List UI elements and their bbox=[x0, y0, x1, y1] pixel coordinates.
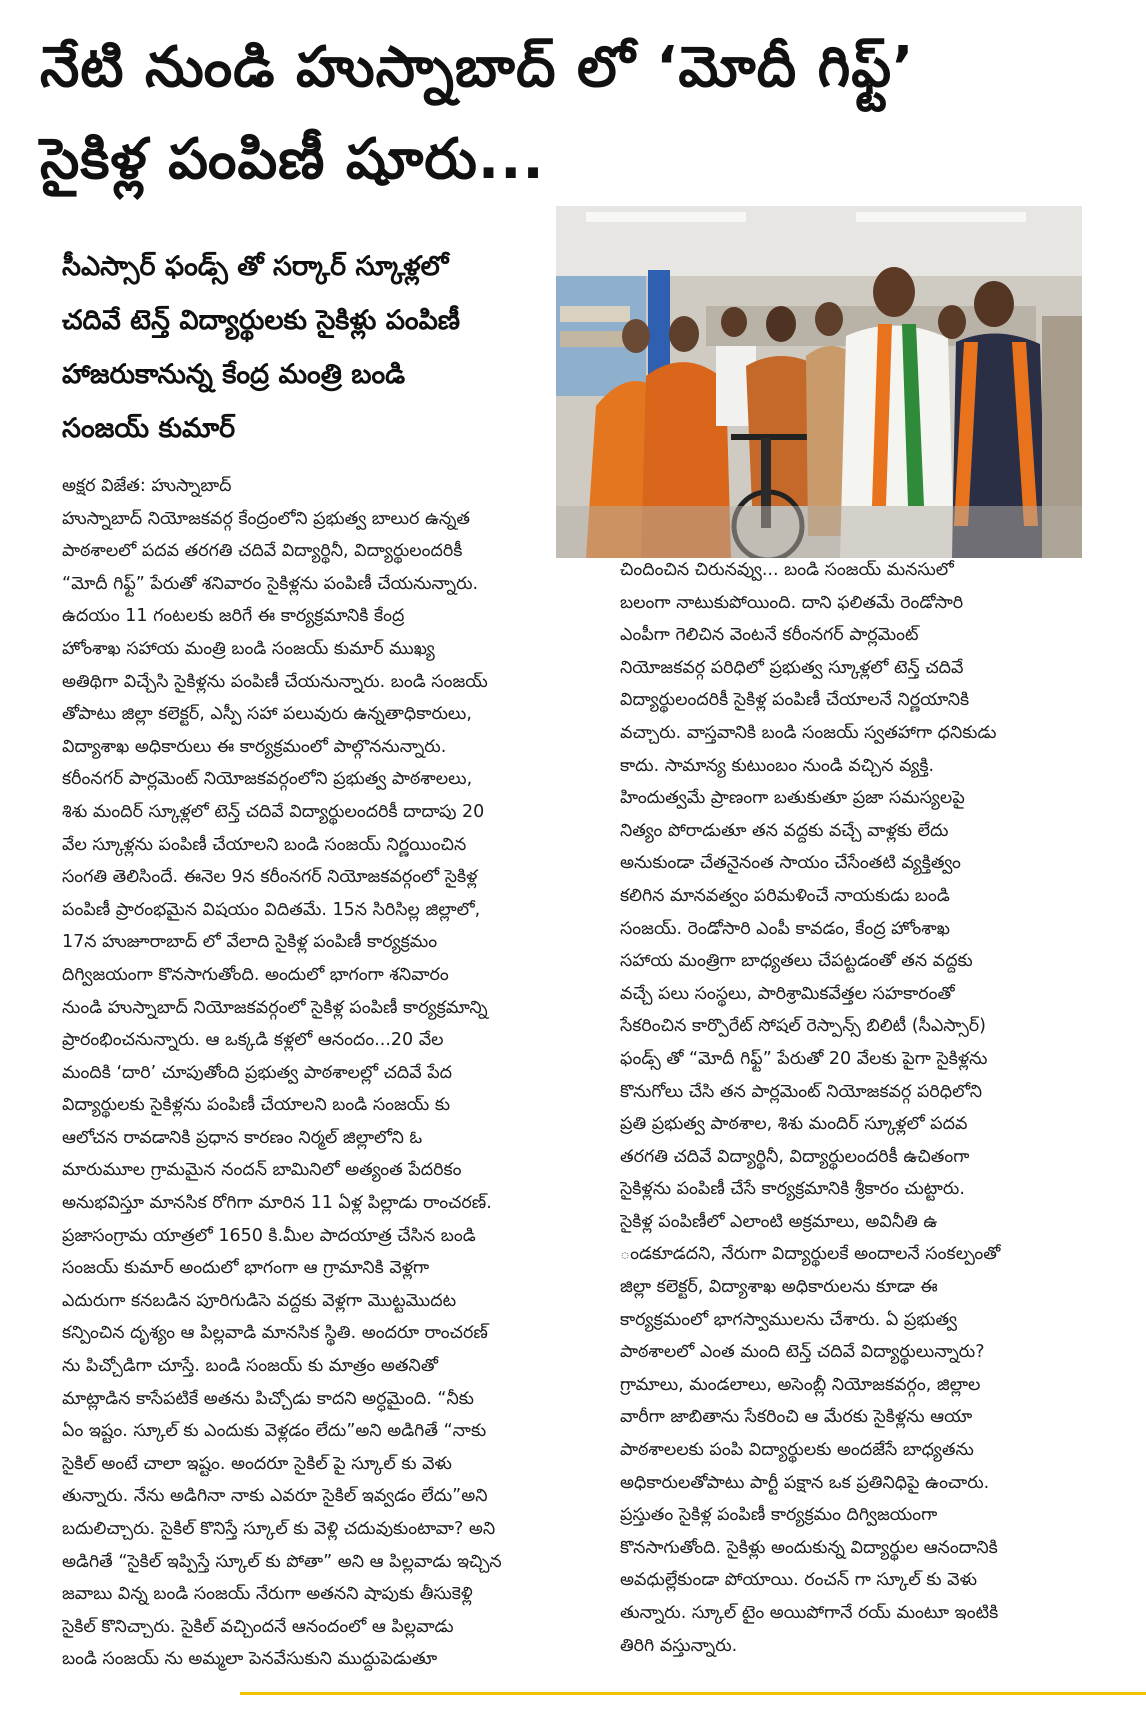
article-line: ను పిచ్చోడిగా చూస్తే. బండి సంజయ్ కు మాత్రం అతనితో bbox=[62, 1356, 438, 1377]
article-line: హిందుత్వమే ప్రాణంగా బతుకుతూ ప్రజా సమస్యలపై bbox=[620, 788, 965, 809]
article-line: తున్నారు. స్కూల్ టైం అయిపోగానే రయ్ మంటూ ఇంటికి bbox=[620, 1603, 999, 1623]
article-line: గ్రామాలు, మండలాలు, అసెంబ్లీ నియోజకవర్గం, జిల్లాల bbox=[620, 1374, 981, 1395]
article-line: సైకిల్ కొనిచ్చారు. సైకిల్ వచ్చిందనే ఆనందంలో ఆ పిల్లవాడు bbox=[62, 1616, 454, 1637]
article-line: చిందించిన చిరునవ్వు... బండి సంజయ్ మనసులో bbox=[620, 560, 954, 580]
article-line: హుస్నాబాద్ నియోజకవర్గ కేంద్రంలోని ప్రభుత్వ బాలుర ఉన్నత bbox=[62, 508, 471, 529]
headline-line-1: నేటి నుండి హుస్నాబాద్ లో ‘మోదీ గిఫ్ట్’ bbox=[40, 35, 915, 100]
article-line: ఏం ఇష్టం. స్కూల్ కు ఎందుకు వెళ్లడం లేదు”అని అడిగితే “నాకు bbox=[62, 1421, 487, 1442]
article-line: వచ్చే పలు సంస్థలు, పారిశ్రామికవేత్తల సహకారంతో bbox=[620, 983, 955, 1004]
article-line: ప్రజాసంగ్రామ యాత్రలో 1650 కి.మీల పాదయాత్ర చేసిన బండి bbox=[62, 1225, 476, 1246]
headline bbox=[40, 22, 1110, 206]
article-line: తిరిగి వస్తున్నారు. bbox=[620, 1635, 738, 1656]
article-line: సేకరించిన కార్పొరేట్ సోషల్ రెస్పాన్స్ బిలిటీ (సీఎస్సార్) bbox=[620, 1016, 987, 1037]
article-line: సంగతి తెలిసిందే. ఈనెల 9న కరీంనగర్ నియోజకవర్గంలో సైకిళ్ల bbox=[62, 867, 478, 888]
article-line: ఉదయం 11 గంటలకు జరిగే ఈ కార్యక్రమానికి కేంద్ర bbox=[62, 606, 405, 627]
article-line: అనుకుండా చేతనైనంత సాయం చేసేంతటి వ్యక్తిత్వం bbox=[620, 853, 961, 874]
article-line: సైకిల్ అంటే చాలా ఇష్టం. అందరూ సైకిల్ పై స్కూల్ కు వెళు bbox=[62, 1453, 452, 1474]
article-line: వారీగా జాబితాను సేకరించి ఆ మేరకు సైకిళ్లను ఆయా bbox=[620, 1407, 973, 1428]
article-line: నుండి హుస్నాబాద్ నియోజకవర్గంలో సైకిళ్ల పంపిణీ కార్యక్రమాన్ని bbox=[62, 997, 488, 1018]
article-line: పాఠశాలలో పదవ తరగతి చదివే విద్యార్థినీ, విద్యార్థులందరికీ bbox=[62, 541, 463, 562]
article-line: పాఠశాలలో ఎంత మంది టెన్త్ చదివే విద్యార్థులున్నారు? bbox=[620, 1342, 985, 1363]
article-line: హోంశాఖ సహాయ మంత్రి బండి సంజయ్ కుమార్ ముఖ్య bbox=[62, 638, 435, 659]
article-line: మారుమూల గ్రామమైన నందన్ బామినిలో అత్యంత పేదరికం bbox=[62, 1160, 462, 1181]
subheading bbox=[62, 240, 542, 456]
article-line: కలిగిన మానవత్వం పరిమళించే నాయకుడు బండి bbox=[620, 885, 950, 906]
article-line: బదులిచ్చారు. సైకిల్ కొనిస్తే స్కూల్ కు వెళ్లి చదువుకుంటావా? అని bbox=[62, 1519, 496, 1539]
article-line: మాట్లాడిన కాసేపటికే అతను పిచ్చోడు కాదని అర్ధమైంది. “నీకు bbox=[62, 1388, 474, 1409]
article-line: కరీంనగర్ పార్లమెంట్ నియోజకవర్గంలోని ప్రభుత్వ పాఠశాలలు, bbox=[62, 769, 473, 790]
article-line: దిగ్విజయంగా కొనసాగుతోంది. అందులో భాగంగా శనివారం bbox=[62, 964, 449, 985]
article-line: పంపిణీ ప్రారంభమైన విషయం విదితమే. 15న సిరిసిల్ల జిల్లాలో, bbox=[62, 899, 481, 920]
article-line: “మోదీ గిఫ్ట్” పేరుతో శనివారం సైకిళ్లను పంపిణీ చేయనున్నారు. bbox=[62, 573, 479, 594]
article-line: బలంగా నాటుకుపోయింది. దాని ఫలితమే రెండోసారి bbox=[620, 592, 964, 613]
subheading-line: హాజరుకానున్న కేంద్ర మంత్రి బండి bbox=[62, 359, 406, 390]
article-line: విద్యార్థులకు సైకిళ్లను పంపిణీ చేయాలని బండి సంజయ్ కు bbox=[62, 1095, 451, 1116]
article-line: ప్రస్తుతం సైకిళ్ల పంపిణీ కార్యక్రమం దిగ్విజయంగా bbox=[620, 1505, 938, 1526]
article-line: అనుభవిస్తూ మానసిక రోగిగా మారిన 11 ఏళ్ల పిల్లాడు రాంచరణ్. bbox=[62, 1193, 492, 1214]
article-line: జవాబు విన్న బండి సంజయ్ నేరుగా అతనని షాపుకు తీసుకెళ్లి bbox=[62, 1584, 473, 1605]
bottom-rule bbox=[240, 1692, 1146, 1695]
subheading-line: సీఎస్సార్ ఫండ్స్ తో సర్కార్ స్కూళ్లలో bbox=[62, 251, 449, 282]
article-line: కన్పించిన దృశ్యం ఆ పిల్లవాడి మానసిక స్థితి. అందరూ రాంచరణ్ bbox=[62, 1323, 488, 1344]
article-left-column bbox=[62, 470, 582, 1676]
article-line: వచ్చారు. వాస్తవానికి బండి సంజయ్ స్వతహాగా ధనికుడు bbox=[620, 722, 997, 743]
article-line: అతిథిగా విచ్చేసి సైకిళ్లను పంపిణీ చేయనున్నారు. బండి సంజయ్ bbox=[62, 671, 488, 692]
article-line: 17న హుజూరాబాద్ లో వేలాది సైకిళ్ల పంపిణీ కార్యక్రమం bbox=[62, 932, 438, 953]
article-line: అడిగితే “సైకిల్ ఇప్పిస్తే స్కూల్ కు పోతా” అని ఆ పిల్లవాడు ఇచ్చిన bbox=[62, 1551, 502, 1572]
subheading-line: సంజయ్ కుమార్ bbox=[62, 413, 236, 444]
subheading-line: చదివే టెన్త్ విద్యార్థులకు సైకిళ్లు పంపిణీ bbox=[62, 305, 461, 336]
article-right-column bbox=[620, 554, 1090, 1662]
article-line: ప్రారంభించనున్నారు. ఆ ఒక్కడి కళ్లలో ఆనందం...20 వేల bbox=[62, 1030, 444, 1051]
article-line: ఫండ్స్ తో “మోదీ గిఫ్ట్” పేరుతో 20 వేలకు పైగా సైకిళ్లను bbox=[620, 1048, 988, 1069]
article-line: బండి సంజయ్ ను అమ్మలా పెనవేసుకుని ముద్దుపెడుతూ bbox=[62, 1649, 438, 1670]
article-line: వేల స్కూళ్లను పంపిణీ చేయాలని బండి సంజయ్ నిర్ణయించిన bbox=[62, 834, 467, 855]
article-line: ఎదురుగా కనబడిన పూరిగుడిసె వద్దకు వెళ్లగా మొట్టమొదట bbox=[62, 1290, 457, 1311]
article-line: ఎంపీగా గెలిచిన వెంటనే కరీంనగర్ పార్లమెంట్ bbox=[620, 625, 919, 646]
article-line: కొనుగోలు చేసి తన పార్లమెంట్ నియోజకవర్గ పరిధిలోని bbox=[620, 1081, 982, 1102]
news-photo bbox=[556, 206, 1082, 558]
article-line: సైకిళ్లను పంపిణీ చేసే కార్యక్రమానికి శ్రీకారం చుట్టారు. bbox=[620, 1179, 965, 1200]
article-line: జిల్లా కలెక్టర్, విద్యాశాఖ అధికారులను కూడా ఈ bbox=[620, 1277, 938, 1298]
article-line: పాఠశాలలకు పంపి విద్యార్థులకు అందజేసే బాధ్యతను bbox=[620, 1440, 974, 1461]
article-line: సైకిళ్ల పంపిణీలో ఎలాంటి అక్రమాలు, అవినీతి ఉ bbox=[620, 1211, 938, 1232]
article-line: విద్యాశాఖ అధికారులు ఈ కార్యక్రమంలో పాల్గొననున్నారు. bbox=[62, 736, 447, 757]
article-line: కార్యక్రమంలో భాగస్వాములను చేశారు. ఏ ప్రభుత్వ bbox=[620, 1309, 958, 1330]
article-line: నిత్యం పోరాడుతూ తన వద్దకు వచ్చే వాళ్లకు లేదు bbox=[620, 820, 949, 841]
article-line: శిశు మందిర్ స్కూళ్లలో టెన్త్ చదివే విద్యార్థులందరికీ దాదాపు 20 bbox=[62, 801, 485, 822]
article-line: తరగతి చదివే విద్యార్థినీ, విద్యార్థులందరికీ ఉచితంగా bbox=[620, 1146, 970, 1167]
article-line: తోపాటు జిల్లా కలెక్టర్, ఎస్పీ సహా పలువురు ఉన్నతాధికారులు, bbox=[62, 704, 472, 725]
article-line: అవధుల్లేకుండా పోయాయి. రంచన్ గా స్కూల్ కు వెళు bbox=[620, 1570, 978, 1591]
article-line: మందికి ‘దారి’ చూపుతోంది ప్రభుత్వ పాఠశాలల్లో చదివే పేద bbox=[62, 1062, 453, 1083]
article-line: సంజయ్ కుమార్ అందులో భాగంగా ఆ గ్రామానికి వెళ్లగా bbox=[62, 1258, 430, 1279]
article-line: కాదు. సామాన్య కుటుంబం నుండి వచ్చిన వ్యక్తి. bbox=[620, 755, 935, 776]
article-line: సహాయ మంత్రిగా బాధ్యతలు చేపట్టడంతో తన వద్దకు bbox=[620, 951, 973, 972]
article-line: కొనసాగుతోంది. సైకిళ్లు అందుకున్న విద్యార్థుల ఆనందానికి bbox=[620, 1537, 998, 1558]
article-line: ప్రతి ప్రభుత్వ పాఠశాల, శిశు మందిర్ స్కూళ్లలో పదవ bbox=[620, 1114, 968, 1135]
byline: అక్షర విజేత: హుస్నాబాద్ bbox=[62, 476, 232, 496]
article-line: అధికారులతోపాటు పార్టీ పక్షాన ఒక ప్రతినిధిపై ఉంచారు. bbox=[620, 1472, 990, 1493]
article-line: ండకూడదని, నేరుగా విద్యార్థులకే అందాలనే సంకల్పంతో bbox=[620, 1244, 1001, 1265]
article-line: సంజయ్. రెండోసారి ఎంపీ కావడం, కేంద్ర హోంశాఖ bbox=[620, 918, 950, 939]
news-photo-icon bbox=[556, 206, 1082, 558]
article-line: తున్నారు. నేను అడిగినా నాకు ఎవరూ సైకిల్ ఇవ్వడం లేదు”అని bbox=[62, 1486, 488, 1507]
article-line: నియోజకవర్గ పరిధిలో ప్రభుత్వ స్కూళ్లలో టెన్త్ చదివే bbox=[620, 657, 964, 678]
headline-line-2: సైకిళ్ల పంపిణీ షూరు... bbox=[40, 127, 545, 192]
article-line: ఆలోచన రావడానికి ప్రధాన కారణం నిర్మల్ జిల్లాలోని ఓ bbox=[62, 1127, 423, 1148]
article-line: విద్యార్థులందరికీ సైకిళ్ల పంపిణీ చేయాలనే నిర్ణయానికి bbox=[620, 690, 970, 711]
